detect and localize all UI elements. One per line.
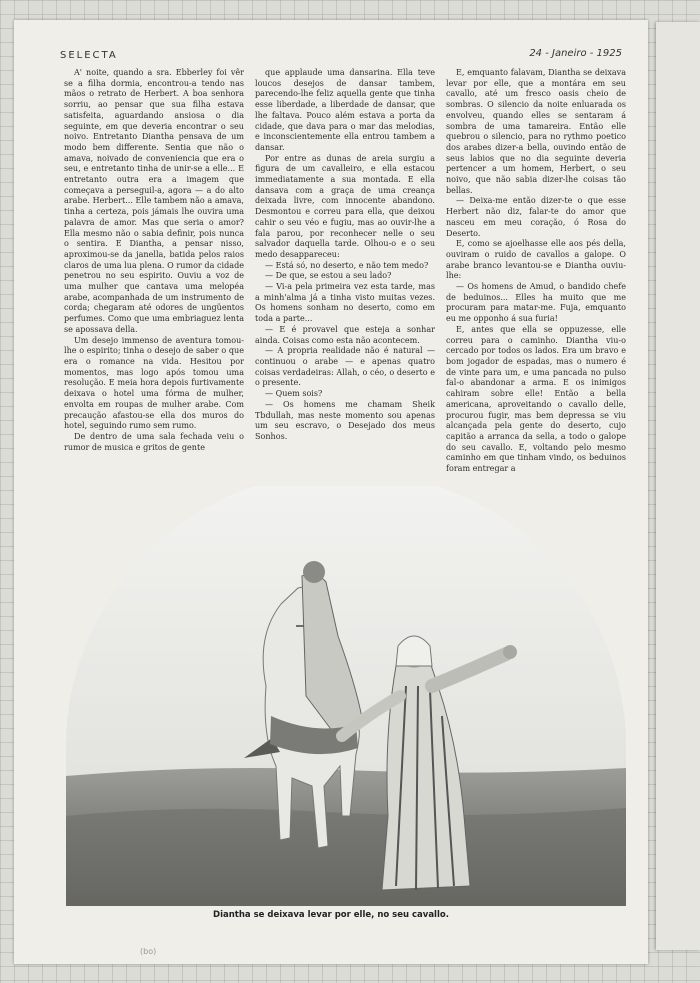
adjacent-page-edge bbox=[656, 22, 700, 950]
paragraph: E, emquanto falavam, Diantha se deixava levar por elle, que a montára em seu cavallo, até um fresco oasis cheio de sombras. O silencio da noite enluarada os envolveu, quando elles se sentaram á sombra de uma tamareira. Então elle quebrou o silencio, para no rythmo poetico dos arabes dizer-a bella, ouvindo então de seus labios que no dia seguinte deveria pertencer a um homem, Herbert, o seu noivo, que não sabia dizer-lhe coisas tão bellas. bbox=[446, 68, 626, 195]
paragraph: A' noite, quando a sra. Ebberley foi vêr se a filha dormia, encontrou-a tendo nas mãos o retrato de Herbert. A boa senhora sorriu, ao pensar que sua filha estava satisfeita, aguardando ansiosa o dia seguinte, em que deveria encontrar o seu noivo. Entretanto Diantha pensava de um modo bem differente. Sentia que não o amava, noivado de conveniencia que era o seu, e entretanto tinha de unir-se a elle... E entretanto outra era a imagem que começava a perseguil-a, agora — a do alto arabe. Herbert... Elle tambem não a amava, tinha a certeza, pois jámais lhe ouvira uma palavra de amor. Mas que seria o amor? Ella mesmo não o sabia definir, pois nunca o sentira. E Diantha, a pensar nisso, aproximou-se da janella, batida pelos raios claros de uma lua plena. O rumor da cidade penetrou no seu espirito. Ouviu a voz de uma mulher que cantava uma melopéa arabe, acompanhada de um instrumento de corda; chegaram até odores de ungüentos perfumes. Como que uma embriaguez lenta se apossava della. bbox=[64, 68, 244, 334]
paragraph: De dentro de uma sala fechada veiu o rumor de musica e gritos de gente bbox=[64, 431, 244, 452]
issue-date: 24 - Janeiro - 1925 bbox=[529, 48, 622, 59]
paragraph: E, como se ajoelhasse elle aos pés della, ouviram o ruido de cavallos a galope. O arabe branco levantou-se e Diantha ouviu-lhe: bbox=[446, 239, 626, 281]
photo-caption: Diantha se deixava levar por elle, no seu cavallo. bbox=[213, 910, 449, 920]
paragraph: — A propria realidade não é natural — continuou o arabe — e apenas quatro coisas verdadeiras: Allah, o céo, o deserto e o presente. bbox=[255, 346, 435, 388]
paragraph: — Quem sois? bbox=[265, 389, 323, 399]
paragraph: — E é provavel que esteja a sonhar ainda. Coisas como esta não acontecem. bbox=[255, 324, 435, 345]
pencil-marginalia: (bo) bbox=[140, 947, 157, 956]
magazine-title: SELECTA bbox=[60, 50, 118, 61]
paragraph: que applaude uma dansarina. Ella teve loucos desejos de dansar tambem, parecendo-lhe feliz aquella gente que tinha esse liberdade, a liberdade de dansar, que lhe faltava. Pouco além estava a porta da cidade, que dava para o mar das melodias, e inconscientemente ella entrou tambem a dansar. bbox=[255, 68, 435, 152]
film-still-photo bbox=[66, 486, 626, 906]
paragraph: — Os homens de Amud, o bandido chefe de beduinos... Elles ha muito que me procuram para matar-me. Fuja, emquanto eu me opponho á sua furia! bbox=[446, 282, 626, 324]
paragraph: E, antes que ella se oppuzesse, elle correu para o caminho. Diantha viu-o cercado por todos os lados. Era um bravo e bom jogador de espadas, mas o numero é de vinte para um, e uma pancada no pulso fal-o abandonar a arma. E os inimigos cahiram sobre elle! Então a bella americana, aproveitando o cavallo delle, procurou fugir, mas bem depressa se viu alcançada pela gente do deserto, cujo capitão a arranca da sella, a todo o galope do seu cavallo. E, voltando pelo mesmo caminho em que tinham vindo, os beduinos foram entregar a bbox=[446, 324, 626, 474]
text-column-2 bbox=[255, 68, 435, 463]
paragraph: — De que, se estou a seu lado? bbox=[265, 271, 392, 281]
paragraph: Um desejo immenso de aventura tomou-lhe o espirito; tinha o desejo de saber o que era o romance na vida. Hesitou por momentos, mas logo após tomou uma resolução. E meia hora depois furtivamente deixava o hotel uma fórma de mulher, envolta em roupas de mulher arabe. Com precaução afastou-se ella dos muros do hotel, seguindo rumo sem rumo. bbox=[64, 335, 244, 431]
paragraph: — Os homens me chamam Sheik Tbdullah, mas neste momento sou apenas um seu escravo, o Desejado dos meus Sonhos. bbox=[255, 399, 435, 441]
paragraph: Por entre as dunas de areia surgiu a figura de um cavalleiro, e ella estacou immediatamente a sua montada. E ella dansava com a graça de uma creança deixada livre, com innocente abandono. Desmontou e correu para ella, que deixou cahir o seu véo e fugiu, mas ao ouvir-lhe a fala parou, por reconhecer nelle o seu salvador daquella tarde. Olhou-o e o seu medo desappareceu: bbox=[255, 153, 435, 259]
paragraph: — Vi-a pela primeira vez esta tarde, mas a minh'alma já a tinha visto muitas vezes. Os homens sonham no deserto, como em toda a parte... bbox=[255, 282, 435, 324]
text-column-1 bbox=[64, 68, 244, 463]
text-column-3 bbox=[446, 68, 626, 474]
photo-illustration bbox=[66, 486, 626, 906]
paragraph: — Está só, no deserto, e não tem medo? bbox=[265, 260, 429, 270]
magazine-page bbox=[14, 20, 648, 964]
paragraph: — Deixa-me então dizer-te o que esse Herbert não diz, falar-te do amor que nasceu em meu coração, ó Rosa do Deserto. bbox=[446, 196, 626, 238]
